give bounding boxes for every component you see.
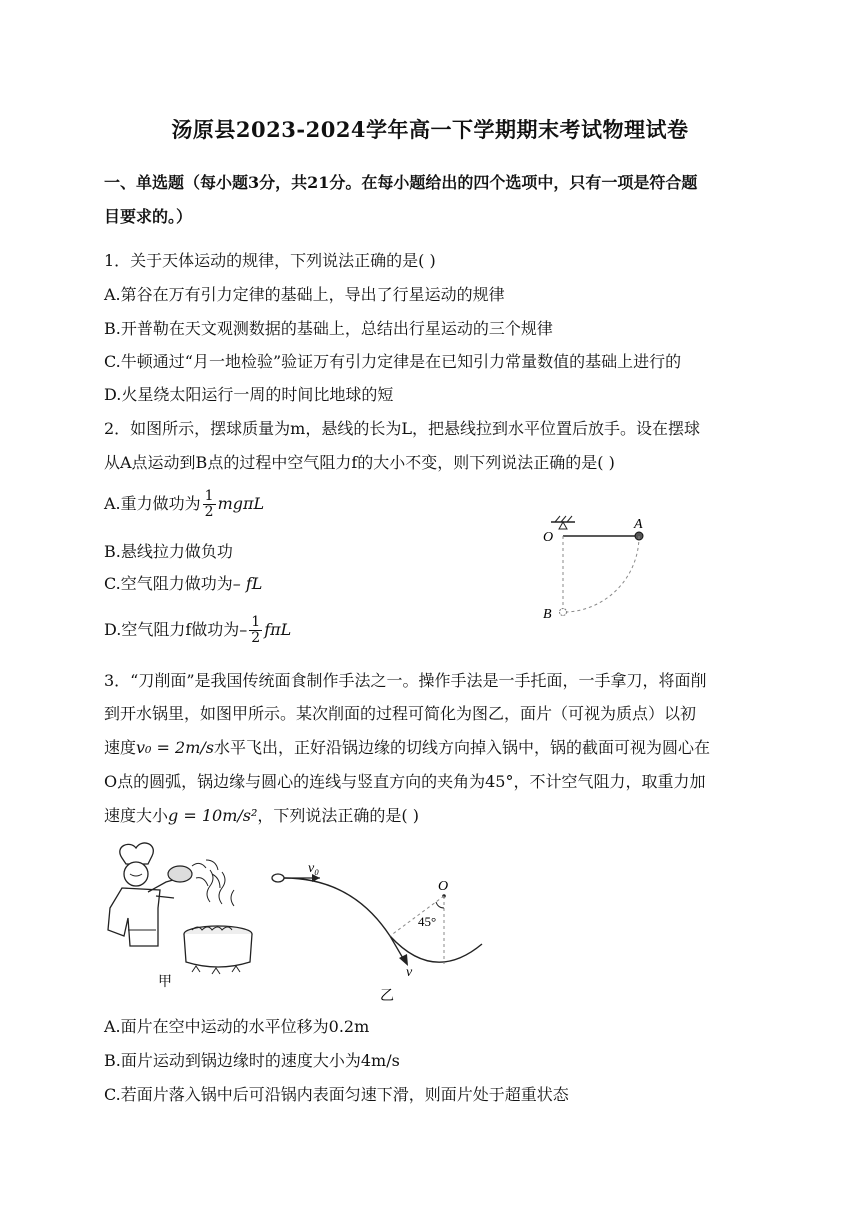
label-v0: v₀: [308, 861, 320, 876]
q2-option-d-sign: –: [239, 620, 248, 639]
q2-option-d-expr: fπL: [264, 620, 292, 639]
label-a: A: [634, 517, 643, 532]
section-header-line2: 目要求的。）: [104, 207, 193, 226]
figure-label-jia: 甲: [158, 975, 172, 988]
q2-option-a-expr: mgπL: [217, 494, 265, 513]
q1-stem: 1．关于天体运动的规律，下列说法正确的是( ): [104, 251, 436, 270]
q3-g-expr: g = 10m/s²: [168, 806, 258, 825]
q2-option-c-prefix: C.空气阻力做功为: [104, 574, 233, 593]
fraction-half: [203, 489, 216, 520]
fraction-numerator: 1: [204, 488, 214, 504]
figure-label-yi: 乙: [380, 989, 394, 1002]
fraction-denominator: 2: [204, 504, 214, 520]
q3-stem-line1: 3．“刀削面”是我国传统面食制作手法之一。操作手法是一手托面，一手拿刀，将面削: [104, 671, 707, 690]
q3-stem-line2: 到开水锅里，如图甲所示。某次削面的过程可简化为图乙，面片（可视为质点）以初: [104, 704, 697, 723]
q1-option-d: D.火星绕太阳运行一周的时间比地球的短: [104, 385, 394, 404]
label-b: B: [543, 607, 552, 622]
q3-stem-line5: [104, 805, 419, 827]
chef-figure: [100, 838, 265, 988]
q2-stem-line2: 从A点运动到B点的过程中空气阻力f的大小不变，则下列说法正确的是( ): [104, 453, 615, 472]
q2-option-d-prefix: D.空气阻力f做功为: [104, 620, 240, 639]
q2-option-c-expr: – fL: [232, 574, 263, 593]
fraction-denominator: 2: [251, 630, 261, 646]
label-o: O: [543, 530, 554, 545]
q2-option-a: [104, 488, 264, 520]
q2-option-d: [104, 614, 291, 646]
label-o: O: [438, 879, 449, 894]
q3-stem5-b: ，下列说法正确的是( ): [257, 806, 419, 825]
q3-option-c: C.若面片落入锅中后可沿锅内表面匀速下滑，则面片处于超重状态: [104, 1085, 569, 1104]
fraction-half: [249, 615, 262, 646]
label-angle: 45°: [418, 914, 437, 929]
section-header: [104, 166, 764, 234]
q2-option-a-prefix: A.重力做功为: [104, 494, 201, 513]
q2-stem-line1: 2．如图所示，摆球质量为m，悬线的长为L，把悬线拉到水平位置后放手。设在摆球: [104, 419, 700, 438]
q3-stem-line3: [104, 737, 710, 759]
q3-stem5-a: 速度大小: [104, 806, 169, 825]
page-title: 汤原县2023-2024学年高一下学期期末考试物理试卷: [171, 117, 689, 142]
q2-option-c: [104, 573, 262, 595]
label-v: v: [406, 965, 413, 980]
q1-option-a: A.第谷在万有引力定律的基础上，导出了行星运动的规律: [104, 285, 505, 304]
q1-option-b: B.开普勒在天文观测数据的基础上，总结出行星运动的三个规律: [104, 319, 553, 338]
q3-stem3-b: 水平飞出，正好沿锅边缘的切线方向掉入锅中，锅的截面可视为圆心在: [214, 738, 711, 757]
fraction-numerator: 1: [251, 614, 261, 630]
trajectory-figure: [262, 852, 492, 1002]
q3-stem-line4: O点的圆弧，锅边缘与圆心的连线与竖直方向的夹角为45°，不计空气阻力，取重力加: [104, 772, 706, 791]
pendulum-figure: [535, 508, 655, 623]
q3-v0-expr: v₀ = 2m/s: [136, 738, 214, 757]
q3-option-a: A.面片在空中运动的水平位移为0.2m: [104, 1017, 370, 1036]
q3-stem3-a: 速度: [104, 738, 137, 757]
section-header-line1: 一、单选题（每小题3分，共21分。在每小题给出的四个选项中，只有一项是符合题: [104, 173, 698, 192]
q1-option-c: C.牛顿通过“月一地检验”验证万有引力定律是在已知引力常量数值的基础上进行的: [104, 352, 682, 371]
q2-option-b: B.悬线拉力做负功: [104, 542, 233, 561]
q3-option-b: B.面片运动到锅边缘时的速度大小为4m/s: [104, 1051, 400, 1070]
